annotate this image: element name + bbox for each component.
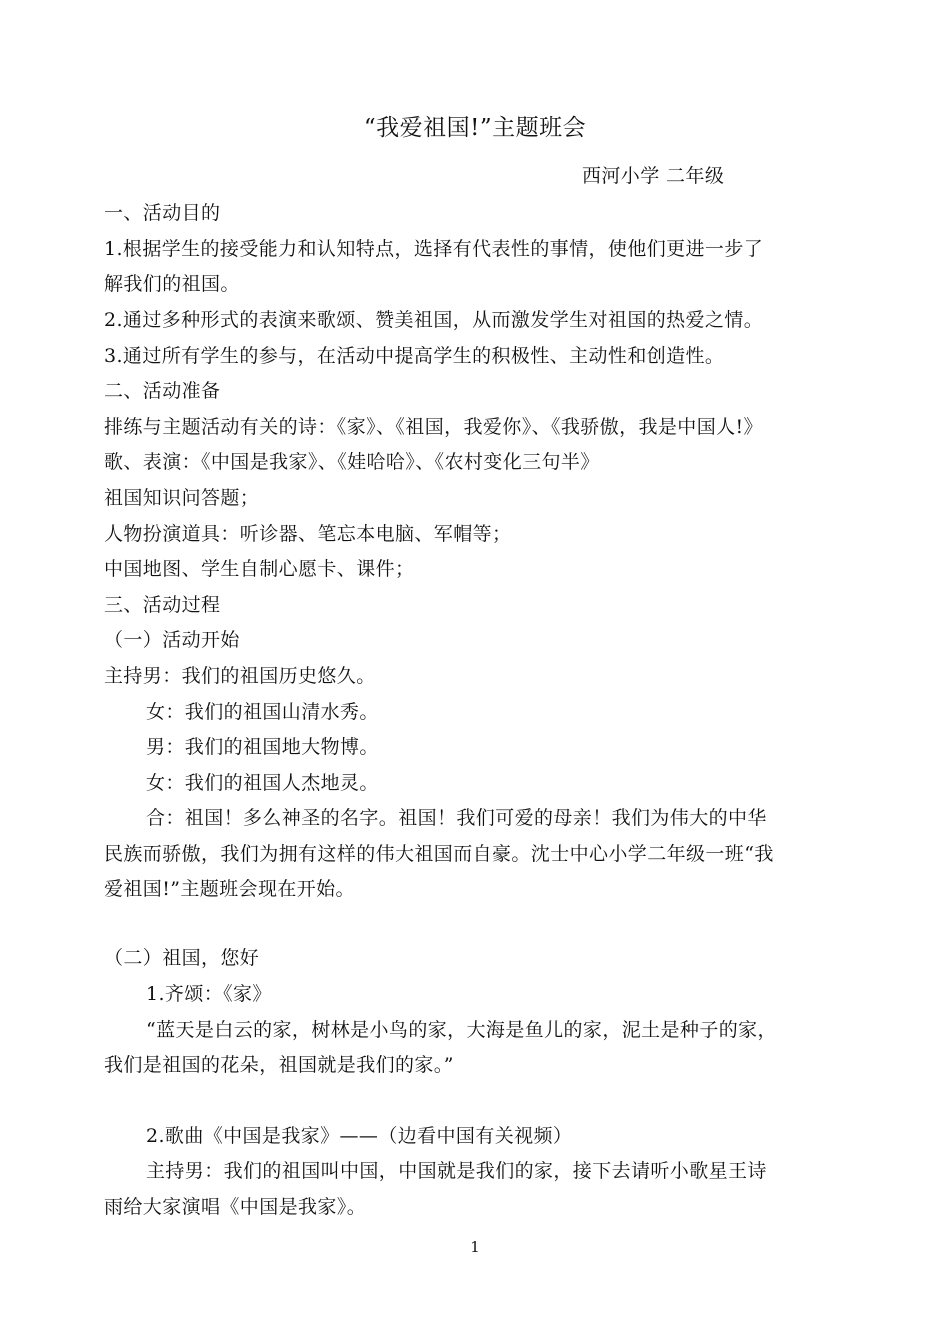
paragraph-line: 歌、表演：《中国是我家》、《娃哈哈》、《农村变化三句半》 <box>104 451 600 473</box>
paragraph-line: 中国地图、学生自制心愿卡、课件； <box>104 558 415 580</box>
paragraph-line: 爱祖国!”主题班会现在开始。 <box>104 878 355 900</box>
paragraph-line: 合：祖国！多么神圣的名字。祖国！我们可爱的母亲！我们为伟大的中华 <box>146 807 767 829</box>
document-title: “我爱祖国!”主题班会 <box>363 115 587 141</box>
paragraph-line: 女：我们的祖国人杰地灵。 <box>146 772 379 794</box>
paragraph-line: 祖国知识问答题； <box>104 487 260 509</box>
paragraph-line: 人物扮演道具：听诊器、笔忘本电脑、军帽等； <box>104 523 512 545</box>
paragraph-line: 1.根据学生的接受能力和认知特点，选择有代表性的事情，使他们更进一步了 <box>104 238 764 260</box>
paragraph-line: 主持男：我们的祖国叫中国，中国就是我们的家，接下去请听小歌星王诗 <box>146 1160 767 1182</box>
paragraph-line: 主持男：我们的祖国历史悠久。 <box>104 665 376 687</box>
section-heading: 二、活动准备 <box>104 380 221 402</box>
paragraph-line: 男：我们的祖国地大物博。 <box>146 736 379 758</box>
section-heading: 一、活动目的 <box>104 202 221 224</box>
paragraph-line: 解我们的祖国。 <box>104 273 240 295</box>
paragraph-line: 1.齐颂：《家》 <box>146 983 272 1005</box>
paragraph-line: 2.通过多种形式的表演来歌颂、赞美祖国，从而激发学生对祖国的热爱之情。 <box>104 309 764 331</box>
paragraph-line: “蓝天是白云的家，树林是小鸟的家，大海是鱼儿的家，泥土是种子的家， <box>146 1019 777 1041</box>
subsection-heading: （一）活动开始 <box>104 629 240 651</box>
section-heading: 三、活动过程 <box>104 594 221 616</box>
paragraph-line: 2.歌曲《中国是我家》——（边看中国有关视频） <box>146 1125 573 1147</box>
paragraph-line: 3.通过所有学生的参与，在活动中提高学生的积极性、主动性和创造性。 <box>104 345 725 367</box>
document-subtitle: 西河小学 二年级 <box>582 165 725 187</box>
paragraph-line: 我们是祖国的花朵，祖国就是我们的家。” <box>104 1054 454 1076</box>
paragraph-line: 民族而骄傲，我们为拥有这样的伟大祖国而自豪。沈士中心小学二年级一班“我 <box>104 843 774 865</box>
page-number: 1 <box>470 1238 480 1256</box>
subsection-heading: （二）祖国，您好 <box>104 947 260 969</box>
paragraph-line: 女：我们的祖国山清水秀。 <box>146 701 379 723</box>
paragraph-line: 雨给大家演唱《中国是我家》。 <box>104 1196 367 1218</box>
paragraph-line: 排练与主题活动有关的诗：《家》、《祖国，我爱你》、《我骄傲，我是中国人!》 <box>104 416 763 438</box>
